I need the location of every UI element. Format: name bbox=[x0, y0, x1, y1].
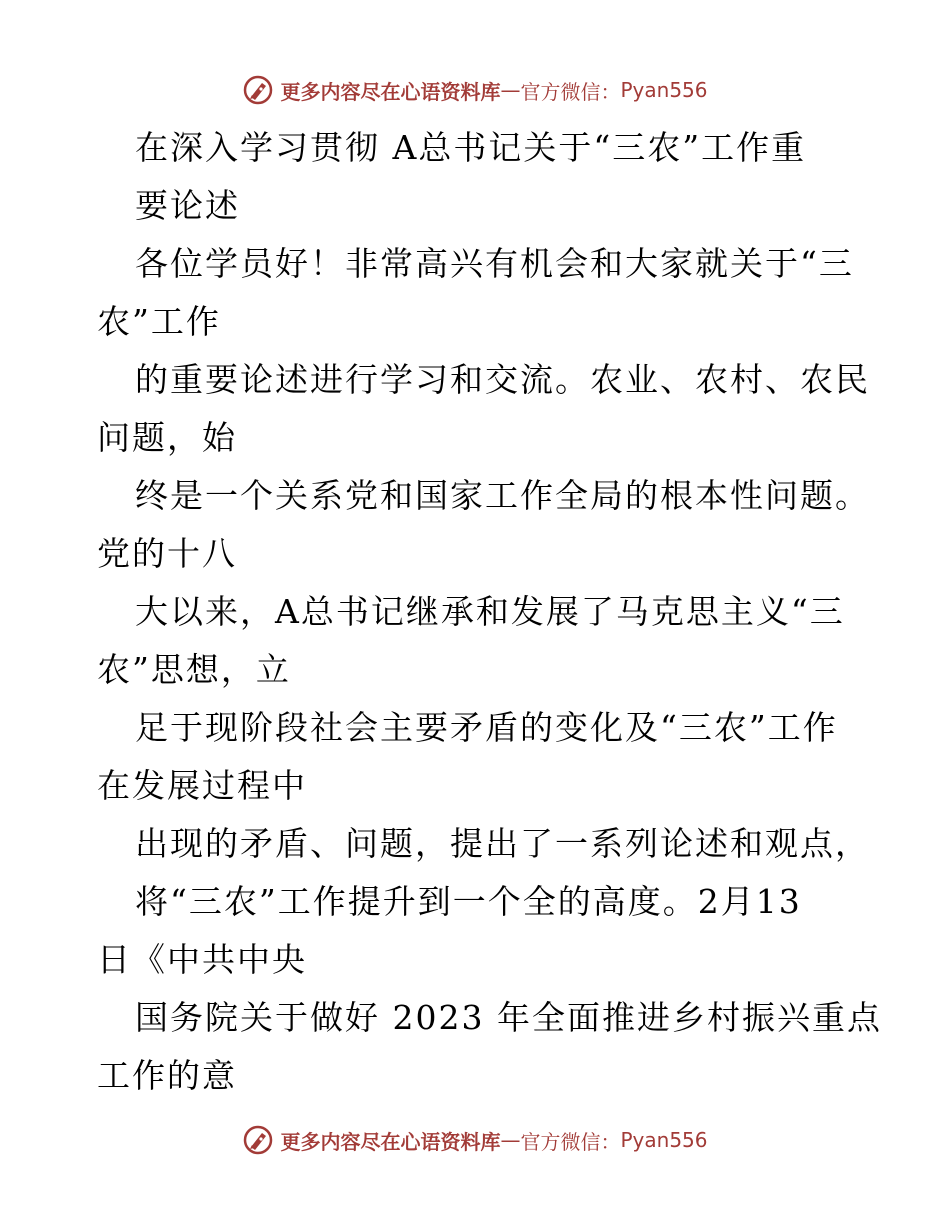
text-line: 的重要论述进行学习和交流。农业、农村、农民 bbox=[135, 360, 870, 399]
watermark-dash: — bbox=[500, 78, 521, 102]
watermark-banner-top bbox=[0, 70, 950, 110]
text-line: 党的十八 bbox=[97, 534, 237, 573]
text-line: 要论述 bbox=[135, 186, 240, 225]
text-line: 农”思想，立 bbox=[97, 650, 291, 689]
watermark-banner-bottom bbox=[0, 1120, 950, 1160]
watermark-main-text: 更多内容尽在心语资料库 bbox=[280, 79, 501, 104]
text-line: 农”工作 bbox=[97, 302, 221, 341]
watermark-main-text: 更多内容尽在心语资料库 bbox=[280, 1129, 501, 1154]
watermark-id: Pyan556 bbox=[620, 1128, 708, 1152]
fountain-pen-seal-icon bbox=[242, 74, 274, 106]
text-line: 终是一个关系党和国家工作全局的根本性问题。 bbox=[135, 476, 870, 515]
text-line: 将“三农”工作提升到一个全的高度。2月13 bbox=[135, 882, 802, 921]
text-line: 工作的意 bbox=[97, 1056, 237, 1095]
text-line: 国务院关于做好 2023 年全面推进乡村振兴重点 bbox=[135, 998, 882, 1037]
text-line: 在深入学习贯彻 A总书记关于“三农”工作重 bbox=[135, 128, 807, 167]
text-line: 日《中共中央 bbox=[97, 940, 307, 979]
watermark-label: 官方微信： bbox=[520, 79, 621, 104]
watermark-label: 官方微信： bbox=[520, 1129, 621, 1154]
watermark-id: Pyan556 bbox=[620, 78, 708, 102]
text-line: 问题，始 bbox=[97, 418, 237, 457]
watermark-dash: — bbox=[500, 1128, 521, 1152]
text-line: 各位学员好！非常高兴有机会和大家就关于“三 bbox=[135, 244, 854, 283]
fountain-pen-seal-icon bbox=[242, 1124, 274, 1156]
text-line: 大以来，A总书记继承和发展了马克思主义“三 bbox=[135, 592, 845, 631]
text-line: 出现的矛盾、问题，提出了一系列论述和观点， bbox=[135, 824, 870, 863]
text-line: 在发展过程中 bbox=[97, 766, 307, 805]
text-line: 足于现阶段社会主要矛盾的变化及“三农”工作 bbox=[135, 708, 838, 747]
